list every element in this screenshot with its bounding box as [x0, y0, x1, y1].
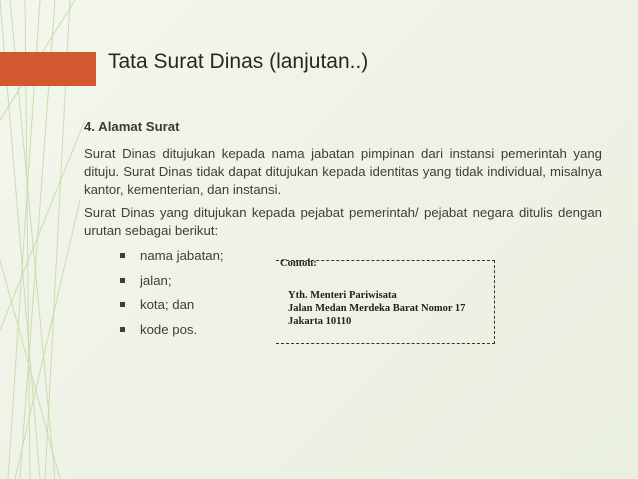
list-item — [118, 293, 268, 318]
slide-title: Tata Surat Dinas (lanjutan..) — [108, 50, 369, 73]
address-line: Jalan Medan Merdeka Barat Nomor 17 — [288, 303, 466, 314]
square-bullet-icon — [120, 253, 125, 258]
list-item-text: kota; dan — [140, 297, 195, 312]
address-line: Yth. Menteri Pariwisata — [288, 290, 397, 301]
example-address-box — [276, 260, 495, 344]
title-accent-bar — [0, 52, 96, 86]
bullet-list — [84, 244, 268, 342]
paragraph-2: Surat Dinas yang ditujukan kepada pejabat pemerintah/ pejabat negara ditulis dengan urutan sebagai berikut: — [84, 205, 602, 238]
example-label: Contoh: — [280, 258, 317, 269]
list-item-text: nama jabatan; — [140, 248, 224, 263]
square-bullet-icon — [120, 327, 125, 332]
list-item-text: jalan; — [140, 272, 172, 288]
list-item — [118, 244, 268, 269]
paragraph-1: Surat Dinas ditujukan kepada nama jabatan pimpinan dari instansi pemerintah yang dituju. Surat Dinas tidak dapat ditujukan kepada identitas yang tidak individual, misalnya kantor, kementerian, dan instansi. — [84, 146, 602, 197]
address-line: Jakarta 10110 — [288, 316, 352, 327]
list-item-text: kode pos. — [140, 321, 198, 337]
section-heading: 4. Alamat Surat — [84, 119, 180, 134]
example-address — [288, 289, 465, 328]
list-item — [118, 269, 268, 294]
list-item — [118, 318, 268, 343]
square-bullet-icon — [120, 278, 125, 283]
square-bullet-icon — [120, 302, 125, 307]
